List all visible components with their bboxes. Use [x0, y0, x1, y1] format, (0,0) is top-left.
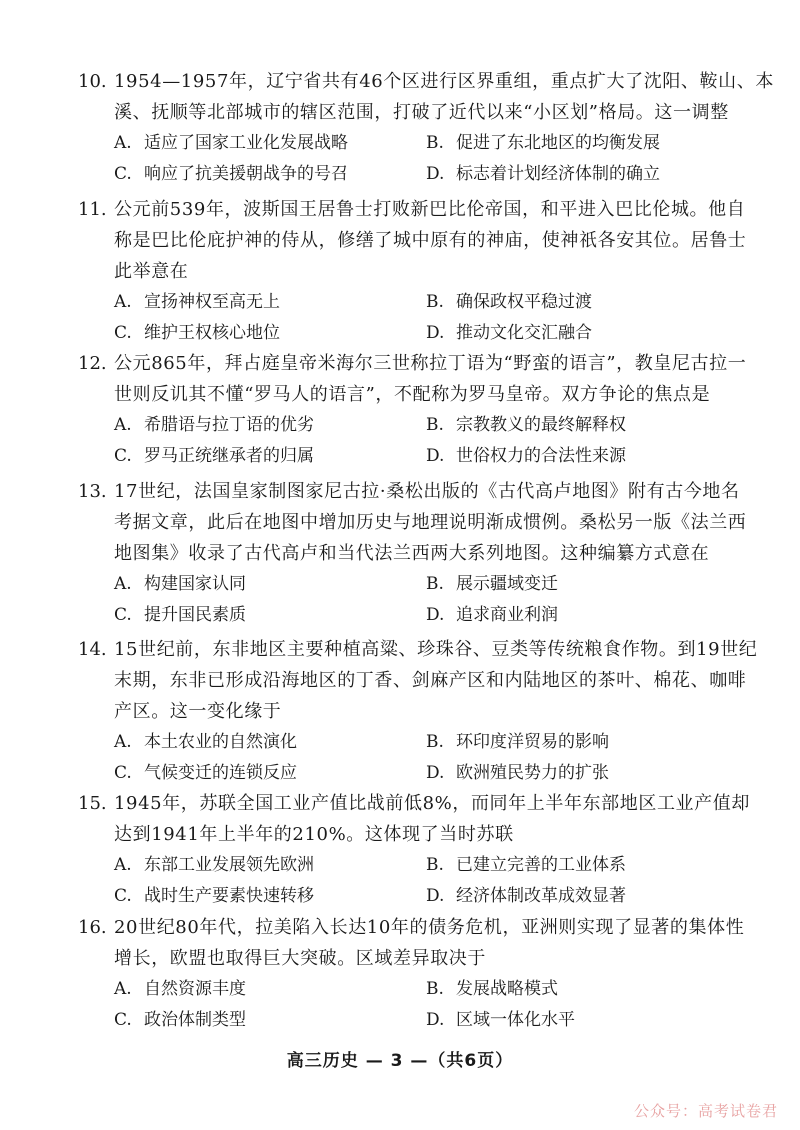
question-number: 11. — [78, 199, 107, 220]
page-footer: 高三历史 — 3 —（共6页） — [286, 1051, 514, 1071]
question-number: 10. — [78, 71, 107, 92]
option-letter: A. — [114, 732, 132, 752]
option-letter: D. — [426, 605, 445, 625]
option-letter: A. — [114, 415, 132, 435]
stem-line: 考据文章，此后在地图中增加历史与地理说明渐成惯例。桑松另一版《法兰西 — [114, 512, 747, 533]
option-text: 希腊语与拉丁语的优劣 — [144, 415, 314, 435]
question-14 — [78, 634, 758, 789]
stem-line: 15世纪前，东非地区主要种植高粱、珍珠谷、豆类等传统粮食作物。到19世纪 — [114, 639, 758, 660]
option-text: 东部工业发展领先欧洲 — [144, 855, 314, 875]
option-letter: B. — [426, 732, 444, 752]
option-a — [114, 727, 426, 758]
option-c — [114, 318, 426, 349]
option-text: 确保政权平稳过渡 — [456, 292, 592, 312]
option-letter: A. — [114, 574, 132, 594]
option-letter: C. — [114, 164, 132, 184]
option-a — [114, 974, 426, 1005]
option-text: 适应了国家工业化发展战略 — [144, 133, 348, 153]
question-stem — [114, 634, 758, 727]
option-letter: C. — [114, 763, 132, 783]
option-text: 自然资源丰度 — [144, 979, 246, 999]
question-16 — [78, 912, 745, 1036]
question-number: 14. — [78, 639, 107, 660]
stem-line: 增长，欧盟也取得巨大突破。区域差异取决于 — [114, 948, 486, 969]
options — [114, 727, 738, 789]
option-letter: D. — [426, 763, 445, 783]
option-letter: C. — [114, 886, 132, 906]
option-a — [114, 287, 426, 318]
stem-line: 20世纪80年代，拉美陷入长达10年的债务危机，亚洲则实现了显著的集体性 — [114, 917, 745, 938]
option-c — [114, 881, 426, 912]
option-letter: B. — [426, 292, 444, 312]
stem-line: 1954—1957年，辽宁省共有46个区进行区界重组，重点扩大了沈阳、鞍山、本 — [114, 71, 774, 92]
option-text: 提升国民素质 — [144, 605, 246, 625]
option-text: 发展战略模式 — [456, 979, 558, 999]
option-letter: B. — [426, 979, 444, 999]
option-d — [426, 1005, 575, 1036]
option-letter: D. — [426, 1010, 445, 1030]
option-text: 区域一体化水平 — [456, 1010, 575, 1030]
option-text: 宗教教义的最终解释权 — [456, 415, 626, 435]
option-text: 维护王权核心地位 — [144, 323, 280, 343]
option-text: 追求商业利润 — [456, 605, 558, 625]
option-c — [114, 600, 426, 631]
option-text: 展示疆域变迁 — [456, 574, 558, 594]
stem-line: 产区。这一变化缘于 — [114, 701, 282, 722]
option-text: 宣扬神权至高无上 — [144, 292, 280, 312]
option-text: 标志着计划经济体制的确立 — [456, 164, 660, 184]
options — [114, 850, 738, 912]
stem-line: 称是巴比伦庇护神的侍从，修缮了城中原有的神庙，使神祇各安其位。居鲁士 — [114, 230, 747, 251]
option-letter: A. — [114, 292, 132, 312]
option-letter: D. — [426, 164, 445, 184]
option-b — [426, 569, 558, 600]
option-text: 战时生产要素快速转移 — [144, 886, 314, 906]
option-text: 气候变迁的连锁反应 — [144, 763, 297, 783]
option-a — [114, 850, 426, 881]
option-text: 环印度洋贸易的影响 — [456, 732, 609, 752]
options — [114, 569, 738, 631]
question-number: 15. — [78, 793, 107, 814]
option-d — [426, 600, 558, 631]
question-number: 16. — [78, 917, 107, 938]
stem-line: 公元前539年，波斯国王居鲁士打败新巴比伦帝国，和平进入巴比伦城。他自 — [114, 199, 746, 220]
stem-line: 地图集》收录了古代高卢和当代法兰西两大系列地图。这种编纂方式意在 — [114, 543, 710, 564]
question-stem — [114, 788, 750, 850]
stem-line: 此举意在 — [114, 261, 189, 282]
option-c — [114, 441, 426, 472]
options — [114, 974, 738, 1036]
option-letter: B. — [426, 415, 444, 435]
option-d — [426, 318, 592, 349]
option-b — [426, 850, 626, 881]
question-stem — [114, 476, 747, 569]
question-stem — [114, 912, 745, 974]
option-text: 欧洲殖民势力的扩张 — [456, 763, 609, 783]
question-11 — [78, 194, 747, 349]
option-letter: A. — [114, 979, 132, 999]
option-c — [114, 1005, 426, 1036]
option-d — [426, 881, 626, 912]
option-text: 响应了抗美援朝战争的号召 — [144, 164, 348, 184]
option-a — [114, 569, 426, 600]
option-text: 促进了东北地区的均衡发展 — [456, 133, 660, 153]
option-text: 已建立完善的工业体系 — [456, 855, 626, 875]
options — [114, 287, 738, 349]
option-b — [426, 287, 592, 318]
option-b — [426, 974, 558, 1005]
option-letter: B. — [426, 574, 444, 594]
option-b — [426, 410, 626, 441]
option-text: 经济体制改革成效显著 — [456, 886, 626, 906]
option-a — [114, 128, 426, 159]
question-stem — [114, 348, 747, 410]
stem-line: 达到1941年上半年的210%。这体现了当时苏联 — [114, 824, 514, 845]
question-12 — [78, 348, 747, 472]
option-letter: D. — [426, 886, 445, 906]
question-stem — [114, 66, 774, 128]
question-number: 12. — [78, 353, 107, 374]
stem-line: 末期，东非已形成沿海地区的丁香、剑麻产区和内陆地区的茶叶、棉花、咖啡 — [114, 670, 747, 691]
option-a — [114, 410, 426, 441]
option-text: 政治体制类型 — [144, 1010, 246, 1030]
stem-line: 公元865年，拜占庭皇帝米海尔三世称拉丁语为“野蛮的语言”，教皇尼古拉一 — [114, 353, 747, 374]
question-13 — [78, 476, 747, 631]
option-letter: D. — [426, 446, 445, 466]
option-letter: A. — [114, 855, 132, 875]
option-letter: C. — [114, 1010, 132, 1030]
option-letter: C. — [114, 605, 132, 625]
option-letter: D. — [426, 323, 445, 343]
stem-line: 溪、抚顺等北部城市的辖区范围，打破了近代以来“小区划”格局。这一调整 — [114, 102, 729, 123]
option-text: 构建国家认同 — [144, 574, 246, 594]
option-c — [114, 758, 426, 789]
options — [114, 410, 738, 472]
question-15 — [78, 788, 750, 912]
option-letter: B. — [426, 855, 444, 875]
option-text: 世俗权力的合法性来源 — [456, 446, 626, 466]
question-10 — [78, 66, 774, 190]
option-letter: C. — [114, 446, 132, 466]
option-letter: A. — [114, 133, 132, 153]
option-text: 推动文化交汇融合 — [456, 323, 592, 343]
option-letter: B. — [426, 133, 444, 153]
option-text: 本土农业的自然演化 — [144, 732, 297, 752]
stem-line: 世则反讥其不懂“罗马人的语言”，不配称为罗马皇帝。双方争论的焦点是 — [114, 384, 711, 405]
stem-line: 17世纪，法国皇家制图家尼古拉·桑松出版的《古代高卢地图》附有古今地名 — [114, 481, 740, 502]
option-c — [114, 159, 426, 190]
option-d — [426, 758, 609, 789]
option-letter: C. — [114, 323, 132, 343]
question-stem — [114, 194, 747, 287]
option-b — [426, 128, 660, 159]
question-number: 13. — [78, 481, 107, 502]
stem-line: 1945年，苏联全国工业产值比战前低8%，而同年上半年东部地区工业产值却 — [114, 793, 750, 814]
option-b — [426, 727, 609, 758]
watermark-text: 公众号：高考试卷君 — [633, 1102, 778, 1120]
option-d — [426, 159, 660, 190]
option-text: 罗马正统继承者的归属 — [144, 446, 314, 466]
option-d — [426, 441, 626, 472]
options — [114, 128, 738, 190]
